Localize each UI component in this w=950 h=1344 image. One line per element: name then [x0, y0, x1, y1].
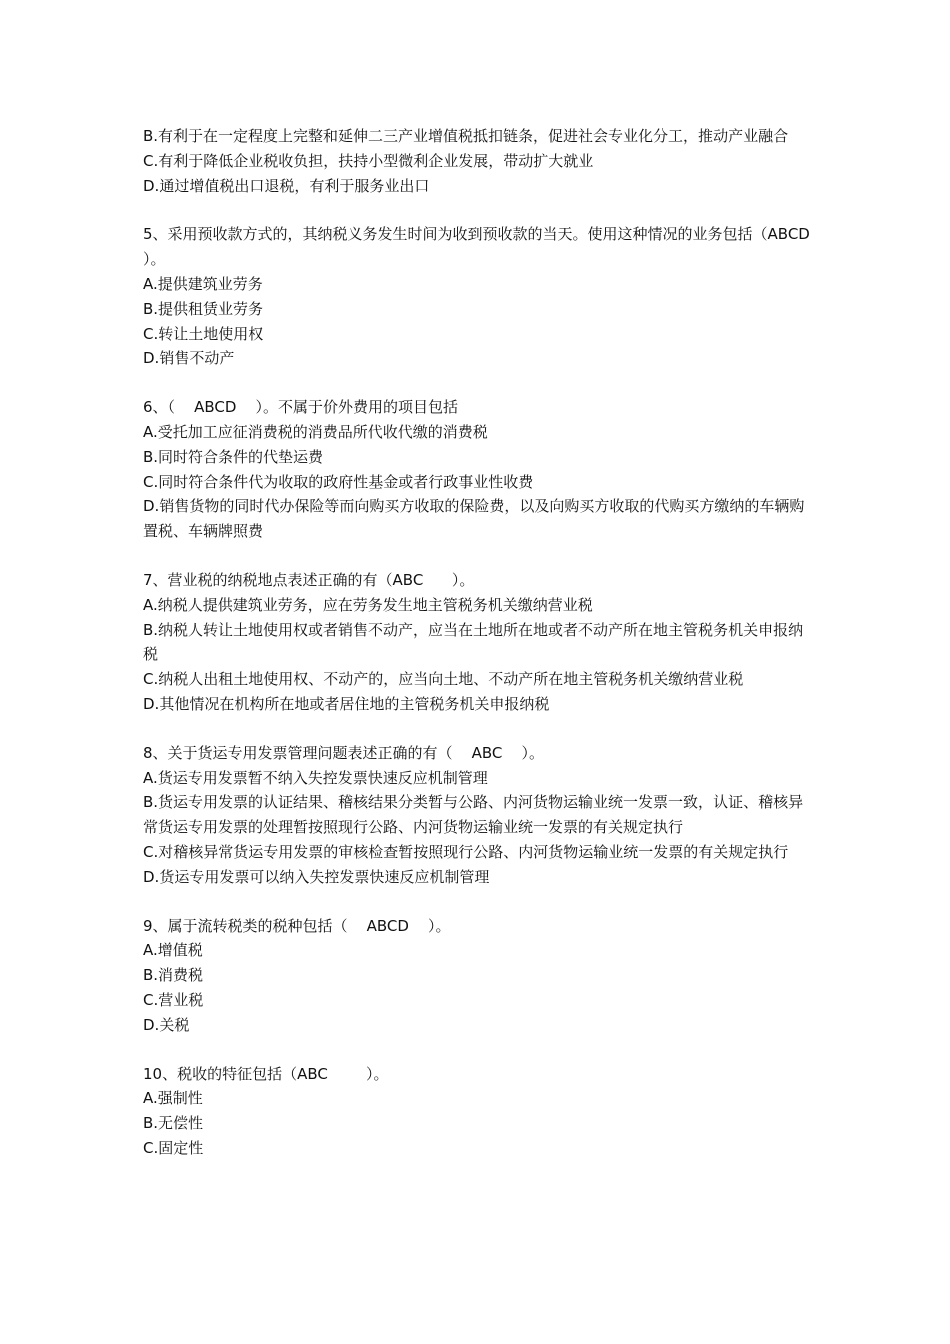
option-text: C.固定性	[143, 1138, 204, 1157]
option-text: C.转让土地使用权	[143, 324, 264, 343]
option-text: A.强制性	[143, 1089, 203, 1108]
option-text: B.无偿性	[143, 1114, 204, 1133]
option-text: A.受托加工应征消费税的消费品所代收代缴的消费税	[143, 422, 488, 441]
option-text: D.通过增值税出口退税，有利于服务业出口	[143, 176, 430, 195]
option-text: A.增值税	[143, 941, 203, 960]
option-text: B.同时符合条件的代垫运费	[143, 447, 324, 466]
option-text: B.货运专用发票的认证结果、稽核结果分类暂与公路、内河货物运输业统一发票一致，认证、稽核异常货运专用发票的处理暂按照现行公路、内河货物运输业统一发票的有关规定执行	[143, 793, 804, 837]
option-text: D.关税	[143, 1015, 190, 1034]
option-text: A.提供建筑业劳务	[143, 274, 263, 293]
option-text: B.纳税人转让土地使用权或者销售不动产，应当在土地所在地或者不动产所在地主管税务机关申报纳税	[143, 620, 804, 664]
question-8	[143, 741, 815, 890]
option-text: B.提供租赁业劳务	[143, 299, 264, 318]
question-stem: 9、属于流转税类的税种包括（ ABCD ）。	[143, 916, 451, 935]
question-5	[143, 222, 820, 371]
option-text: D.其他情况在机构所在地或者居住地的主管税务机关申报纳税	[143, 694, 550, 713]
question-stem: 10、税收的特征包括（ABC ）。	[143, 1064, 389, 1083]
question-stem: 7、营业税的纳税地点表述正确的有（ABC ）。	[143, 570, 475, 589]
option-text: C.有利于降低企业税收负担，扶持小型微利企业发展，带动扩大就业	[143, 151, 594, 170]
option-text: D.销售不动产	[143, 349, 235, 368]
previous-question-options	[143, 124, 815, 198]
option-text: D.销售货物的同时代办保险等而向购买方收取的保险费，以及向购买方收取的代购买方缴纳的车辆购置税、车辆牌照费	[143, 497, 805, 541]
option-text: C.对稽核异常货运专用发票的审核检查暂按照现行公路、内河货物运输业统一发票的有关规定执行	[143, 842, 789, 861]
document-page	[143, 124, 820, 1161]
question-9	[143, 914, 815, 1038]
question-6	[143, 395, 815, 544]
option-text: A.纳税人提供建筑业劳务，应在劳务发生地主管税务机关缴纳营业税	[143, 595, 593, 614]
option-text: C.同时符合条件代为收取的政府性基金或者行政事业性收费	[143, 472, 534, 491]
question-10	[143, 1062, 815, 1161]
option-text: C.营业税	[143, 990, 204, 1009]
option-text: A.货运专用发票暂不纳入失控发票快速反应机制管理	[143, 768, 488, 787]
question-stem: 8、关于货运专用发票管理问题表述正确的有（ ABC ）。	[143, 743, 544, 762]
question-stem: 5、采用预收款方式的，其纳税义务发生时间为收到预收款的当天。使用这种情况的业务包括（ABCD ）。	[143, 225, 820, 269]
question-7	[143, 568, 815, 717]
option-text: B.消费税	[143, 966, 204, 985]
option-text: D.货运专用发票可以纳入失控发票快速反应机制管理	[143, 867, 490, 886]
option-text: C.纳税人出租土地使用权、不动产的，应当向土地、不动产所在地主管税务机关缴纳营业税	[143, 670, 744, 689]
question-stem: 6、（ ABCD ）。不属于价外费用的项目包括	[143, 398, 459, 417]
option-text: B.有利于在一定程度上完整和延伸二三产业增值税抵扣链条，促进社会专业化分工，推动产业融合	[143, 127, 789, 145]
